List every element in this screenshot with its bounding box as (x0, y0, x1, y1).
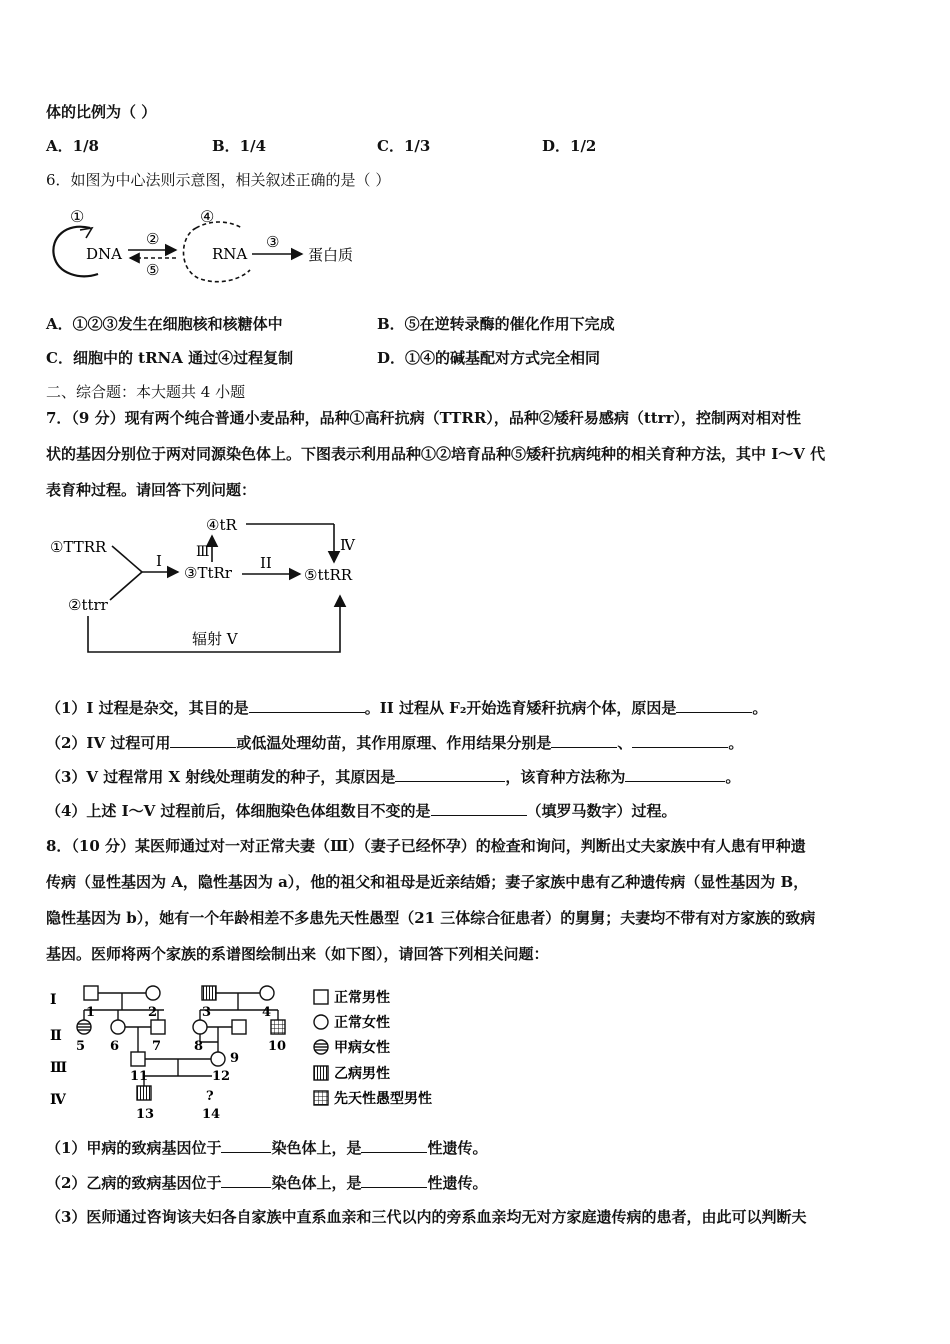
q7-blank-7[interactable] (625, 767, 725, 782)
q7-sub-4-b: （填罗马数字）过程。 (526, 802, 677, 820)
legend-disease-a-female: 甲病女性 (334, 1040, 390, 1056)
central-dogma-diagram (46, 204, 376, 288)
q8-blank-1[interactable] (221, 1138, 271, 1153)
person-11 (131, 1052, 145, 1066)
q7-sub-1-b: 。II 过程从 F₂开始选育矮秆抗病个体，原因是 (364, 699, 677, 717)
rna-label: RNA (212, 245, 248, 263)
gen-II: Ⅱ (50, 1028, 62, 1044)
person-7 (151, 1020, 165, 1034)
q8-line-4: 基因。医师将两个家族的系谱图绘制出来（如下图），请回答下列相关问题： (46, 945, 549, 963)
legend-disease-b-male: 乙病男性 (334, 1066, 390, 1082)
q7-line-2: 状的基因分别位于两对同源染色体上。下图表示利用品种①②培育品种⑤矮秆抗病纯种的相关育种方法，其中 I～V 代 (46, 445, 826, 463)
variety-5: ⑤ttRR (304, 566, 353, 584)
gen-III: Ⅲ (50, 1060, 68, 1076)
q7-blank-1[interactable] (249, 698, 365, 713)
num-13: 13 (136, 1107, 155, 1122)
q5-option-b: B．1/4 (212, 137, 267, 155)
person-3 (202, 986, 216, 1000)
q8-line-1: 8．（10 分）某医师通过对一对正常夫妻（Ⅲ）（妻子已经怀孕）的检查和询问，判断出丈夫家族中有人患有甲种遗 (46, 837, 806, 855)
q8-blank-4[interactable] (361, 1173, 427, 1188)
num-2: 2 (148, 1005, 158, 1020)
section-2-heading: 二、综合题：本大题共 4 小题 (46, 383, 246, 401)
num-10: 10 (268, 1039, 287, 1054)
person-unnamed (232, 1020, 246, 1034)
dna-label: DNA (86, 245, 122, 263)
q7-line-3: 表育种过程。请回答下列问题： (46, 481, 257, 499)
num-3: 3 (202, 1005, 212, 1020)
q7-line-1: 7．（9 分）现有两个纯合普通小麦品种，品种①高秆抗病（TTRR），品种②矮秆易感病（ttrr），控制两对相对性 (46, 409, 801, 427)
label-5: ⑤ (146, 261, 160, 279)
q5-option-d: D．1/2 (542, 137, 597, 155)
legend-normal-female-icon (314, 1015, 328, 1029)
q7-blank-6[interactable] (395, 767, 505, 782)
legend-normal-male: 正常男性 (334, 990, 390, 1006)
q7-sub-1 (46, 698, 767, 718)
person-10 (271, 1020, 285, 1034)
q7-blank-2[interactable] (676, 698, 752, 713)
q7-sub-3 (46, 767, 740, 787)
num-4: 4 (262, 1005, 272, 1020)
q8-sub-1-a: （1）甲病的致病基因位于 (46, 1139, 222, 1157)
q6-option-c: C．细胞中的 tRNA 通过④过程复制 (46, 349, 294, 367)
person-1 (84, 986, 98, 1000)
q8-sub-1 (46, 1138, 487, 1158)
q7-sub-4-a: （4）上述 I～V 过程前后，体细胞染色体组数目不变的是 (46, 802, 431, 820)
legend-disease-b-male-icon (314, 1066, 328, 1080)
step-1-label: I (156, 552, 162, 570)
q8-sub-2-c: 性遗传。 (427, 1174, 488, 1192)
person-4 (260, 986, 274, 1000)
q7-sub-1-c: 。 (752, 699, 768, 717)
variety-3: ③TtRr (184, 564, 232, 582)
label-2: ② (146, 230, 160, 248)
gen-I: I (50, 992, 57, 1008)
q7-sub-2-b: 或低温处理幼苗，其作用原理、作用结果分别是 (236, 734, 552, 752)
legend-normal-female: 正常女性 (334, 1015, 390, 1031)
legend-normal-male-icon (314, 990, 328, 1004)
num-11: 11 (130, 1069, 149, 1084)
person-13 (137, 1086, 151, 1100)
q8-sub-1-b: 染色体上，是 (271, 1139, 362, 1157)
step-4-label: Ⅳ (340, 536, 355, 554)
q8-line-3: 隐性基因为 b），她有一个年龄相差不多患先天性愚型（21 三体综合征患者）的舅舅；夫妻均不带有对方家族的致病 (46, 909, 816, 927)
pedigree-chart (46, 980, 466, 1130)
q8-sub-2-a: （2）乙病的致病基因位于 (46, 1174, 222, 1192)
legend-down-syndrome-male-icon (314, 1091, 328, 1105)
q7-blank-3[interactable] (170, 733, 236, 748)
q8-sub-3: （3）医师通过咨询该夫妇各自家族中直系血亲和三代以内的旁系血亲均无对方家庭遗传病的患者，由此可以判断夫 (46, 1208, 807, 1226)
q6-option-d: D．①④的碱基配对方式完全相同 (377, 349, 601, 367)
num-5: 5 (76, 1039, 86, 1054)
q7-blank-8[interactable] (431, 801, 527, 816)
q8-line-2: 传病（显性基因为 A，隐性基因为 a），他的祖父和祖母是近亲结婚；妻子家族中患有乙种遗传病（显性基因为 B， (46, 873, 809, 891)
q7-sub-2 (46, 733, 743, 753)
q6-option-b: B．⑤在逆转录酶的催化作用下完成 (377, 315, 615, 333)
q6-option-a: A．①②③发生在细胞核和核糖体中 (46, 315, 283, 333)
q8-sub-2-b: 染色体上，是 (271, 1174, 362, 1192)
q7-blank-5[interactable] (632, 733, 728, 748)
q8-blank-3[interactable] (221, 1173, 271, 1188)
step-3-label: Ⅲ (196, 544, 210, 560)
person-2 (146, 986, 160, 1000)
q8-sub-2 (46, 1173, 487, 1193)
q7-sub-3-b: ，该育种方法称为 (505, 768, 626, 786)
num-9: 9 (230, 1051, 240, 1066)
person-8 (193, 1020, 207, 1034)
q5-stem-tail: 体的比例为（ ） (46, 103, 157, 121)
variety-2: ②ttrr (68, 596, 108, 614)
num-12: 12 (212, 1069, 231, 1084)
num-8: 8 (194, 1039, 204, 1054)
label-4: ④ (200, 207, 215, 226)
person-9 (211, 1052, 225, 1066)
protein-label: 蛋白质 (308, 246, 354, 264)
unknown-mark: ? (206, 1089, 214, 1104)
num-14: 14 (202, 1107, 221, 1122)
person-6 (111, 1020, 125, 1034)
q7-sub-1-a: （1）I 过程是杂交，其目的是 (46, 699, 249, 717)
q7-blank-4[interactable] (551, 733, 617, 748)
step-5-label: 辐射 V (192, 630, 238, 648)
q5-option-c: C．1/3 (377, 137, 431, 155)
breeding-diagram (50, 512, 370, 662)
num-7: 7 (152, 1039, 162, 1054)
q8-sub-1-c: 性遗传。 (427, 1139, 488, 1157)
step-2-label: II (260, 554, 272, 572)
q7-sub-3-a: （3）V 过程常用 X 射线处理萌发的种子，其原因是 (46, 768, 396, 786)
q8-blank-2[interactable] (361, 1138, 427, 1153)
num-1: 1 (86, 1005, 96, 1020)
legend-down-syndrome-male: 先天性愚型男性 (334, 1091, 432, 1107)
q6-stem: 6．如图为中心法则示意图，相关叙述正确的是（ ） (46, 171, 391, 189)
gen-IV: Ⅳ (50, 1092, 66, 1108)
q7-sub-4 (46, 801, 677, 821)
variety-4: ④tR (206, 516, 237, 534)
label-3: ③ (266, 233, 280, 251)
num-6: 6 (110, 1039, 120, 1054)
q7-sub-2-c: 、 (617, 734, 633, 752)
q7-sub-2-a: （2）IV 过程可用 (46, 734, 171, 752)
q7-sub-2-d: 。 (728, 734, 744, 752)
q5-option-a: A．1/8 (46, 137, 99, 155)
variety-1: ①TTRR (50, 538, 107, 556)
q7-sub-3-c: 。 (725, 768, 741, 786)
label-1: ① (70, 207, 85, 226)
